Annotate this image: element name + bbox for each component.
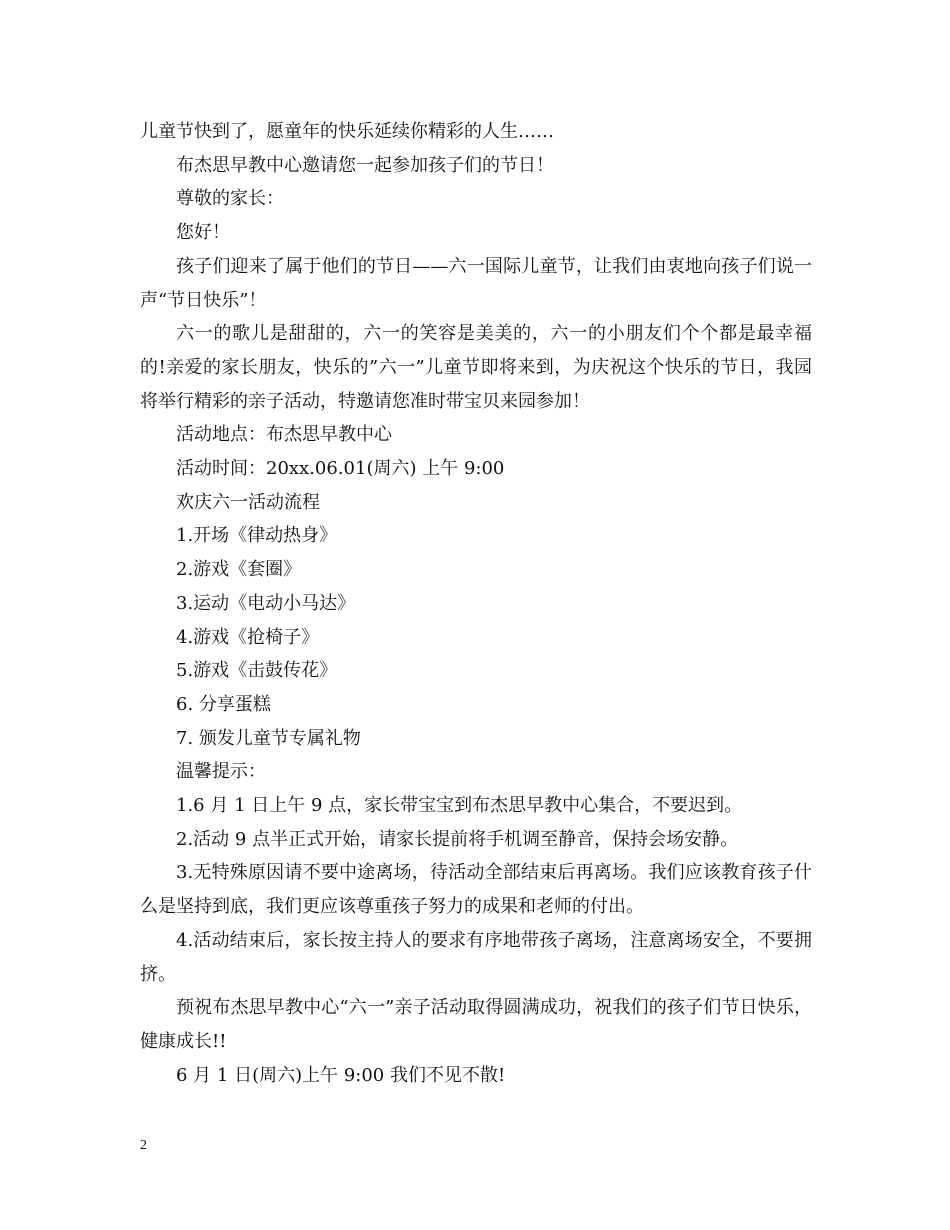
tip-item: 4.活动结束后，家长按主持人的要求有序地带孩子离场，注意离场安全，不要拥挤。 <box>140 929 812 985</box>
document-body <box>140 115 812 1092</box>
paragraph-greeting: 您好！ <box>176 222 230 244</box>
paragraph-schedule-title: 欢庆六一活动流程 <box>176 491 320 513</box>
paragraph-description: 六一的歌儿是甜甜的，六一的笑容是美美的，六一的小朋友们个个都是最幸福的!亲爱的家长朋友，快乐的”六一”儿童节即将来到，为庆祝这个快乐的节日，我园将举行精彩的亲子活动，特邀请您准时带宝贝来园参加！ <box>140 323 812 412</box>
tip-item: 1.6 月 1 日上午 9 点，家长带宝宝到布杰思早教中心集合，不要迟到。 <box>176 795 743 817</box>
paragraph-tips-title: 温馨提示： <box>176 761 266 783</box>
page-number: 2 <box>140 1138 147 1153</box>
paragraph-salutation: 尊敬的家长： <box>176 188 284 210</box>
paragraph-time: 活动时间：20xx.06.01(周六) 上午 9:00 <box>176 458 505 480</box>
tip-item: 2.活动 9 点半正式开始，请家长提前将手机调至静音，保持会场安静。 <box>176 828 739 850</box>
schedule-item: 7. 颁发儿童节专属礼物 <box>176 727 361 749</box>
paragraph-wishes: 预祝布杰思早教中心“六一”亲子活动取得圆满成功，祝我们的孩子们节日快乐，健康成长!! <box>140 997 812 1052</box>
schedule-item: 2.游戏《套圈》 <box>176 559 302 581</box>
schedule-item: 6. 分享蛋糕 <box>176 693 271 715</box>
paragraph-location: 活动地点：布杰思早教中心 <box>176 424 392 446</box>
paragraph-invitation: 布杰思早教中心邀请您一起参加孩子们的节日！ <box>176 154 554 176</box>
tip-item: 3.无特殊原因请不要中途离场，待活动全部结束后再离场。我们应该教育孩子什么是坚持到底，我们更应该尊重孩子努力的成果和老师的付出。 <box>140 862 812 918</box>
schedule-item: 1.开场《律动热身》 <box>176 525 338 547</box>
paragraph-holiday: 孩子们迎来了属于他们的节日——六一国际儿童节，让我们由衷地向孩子们说一声“节日快乐”！ <box>140 255 812 311</box>
schedule-item: 4.游戏《抢椅子》 <box>176 626 320 648</box>
paragraph-intro: 儿童节快到了，愿童年的快乐延续你精彩的人生…… <box>140 121 554 142</box>
paragraph-closing: 6 月 1 日(周六)上午 9:00 我们不见不散! <box>176 1064 506 1086</box>
schedule-item: 5.游戏《击鼓传花》 <box>176 660 338 682</box>
schedule-item: 3.运动《电动小马达》 <box>176 592 356 614</box>
